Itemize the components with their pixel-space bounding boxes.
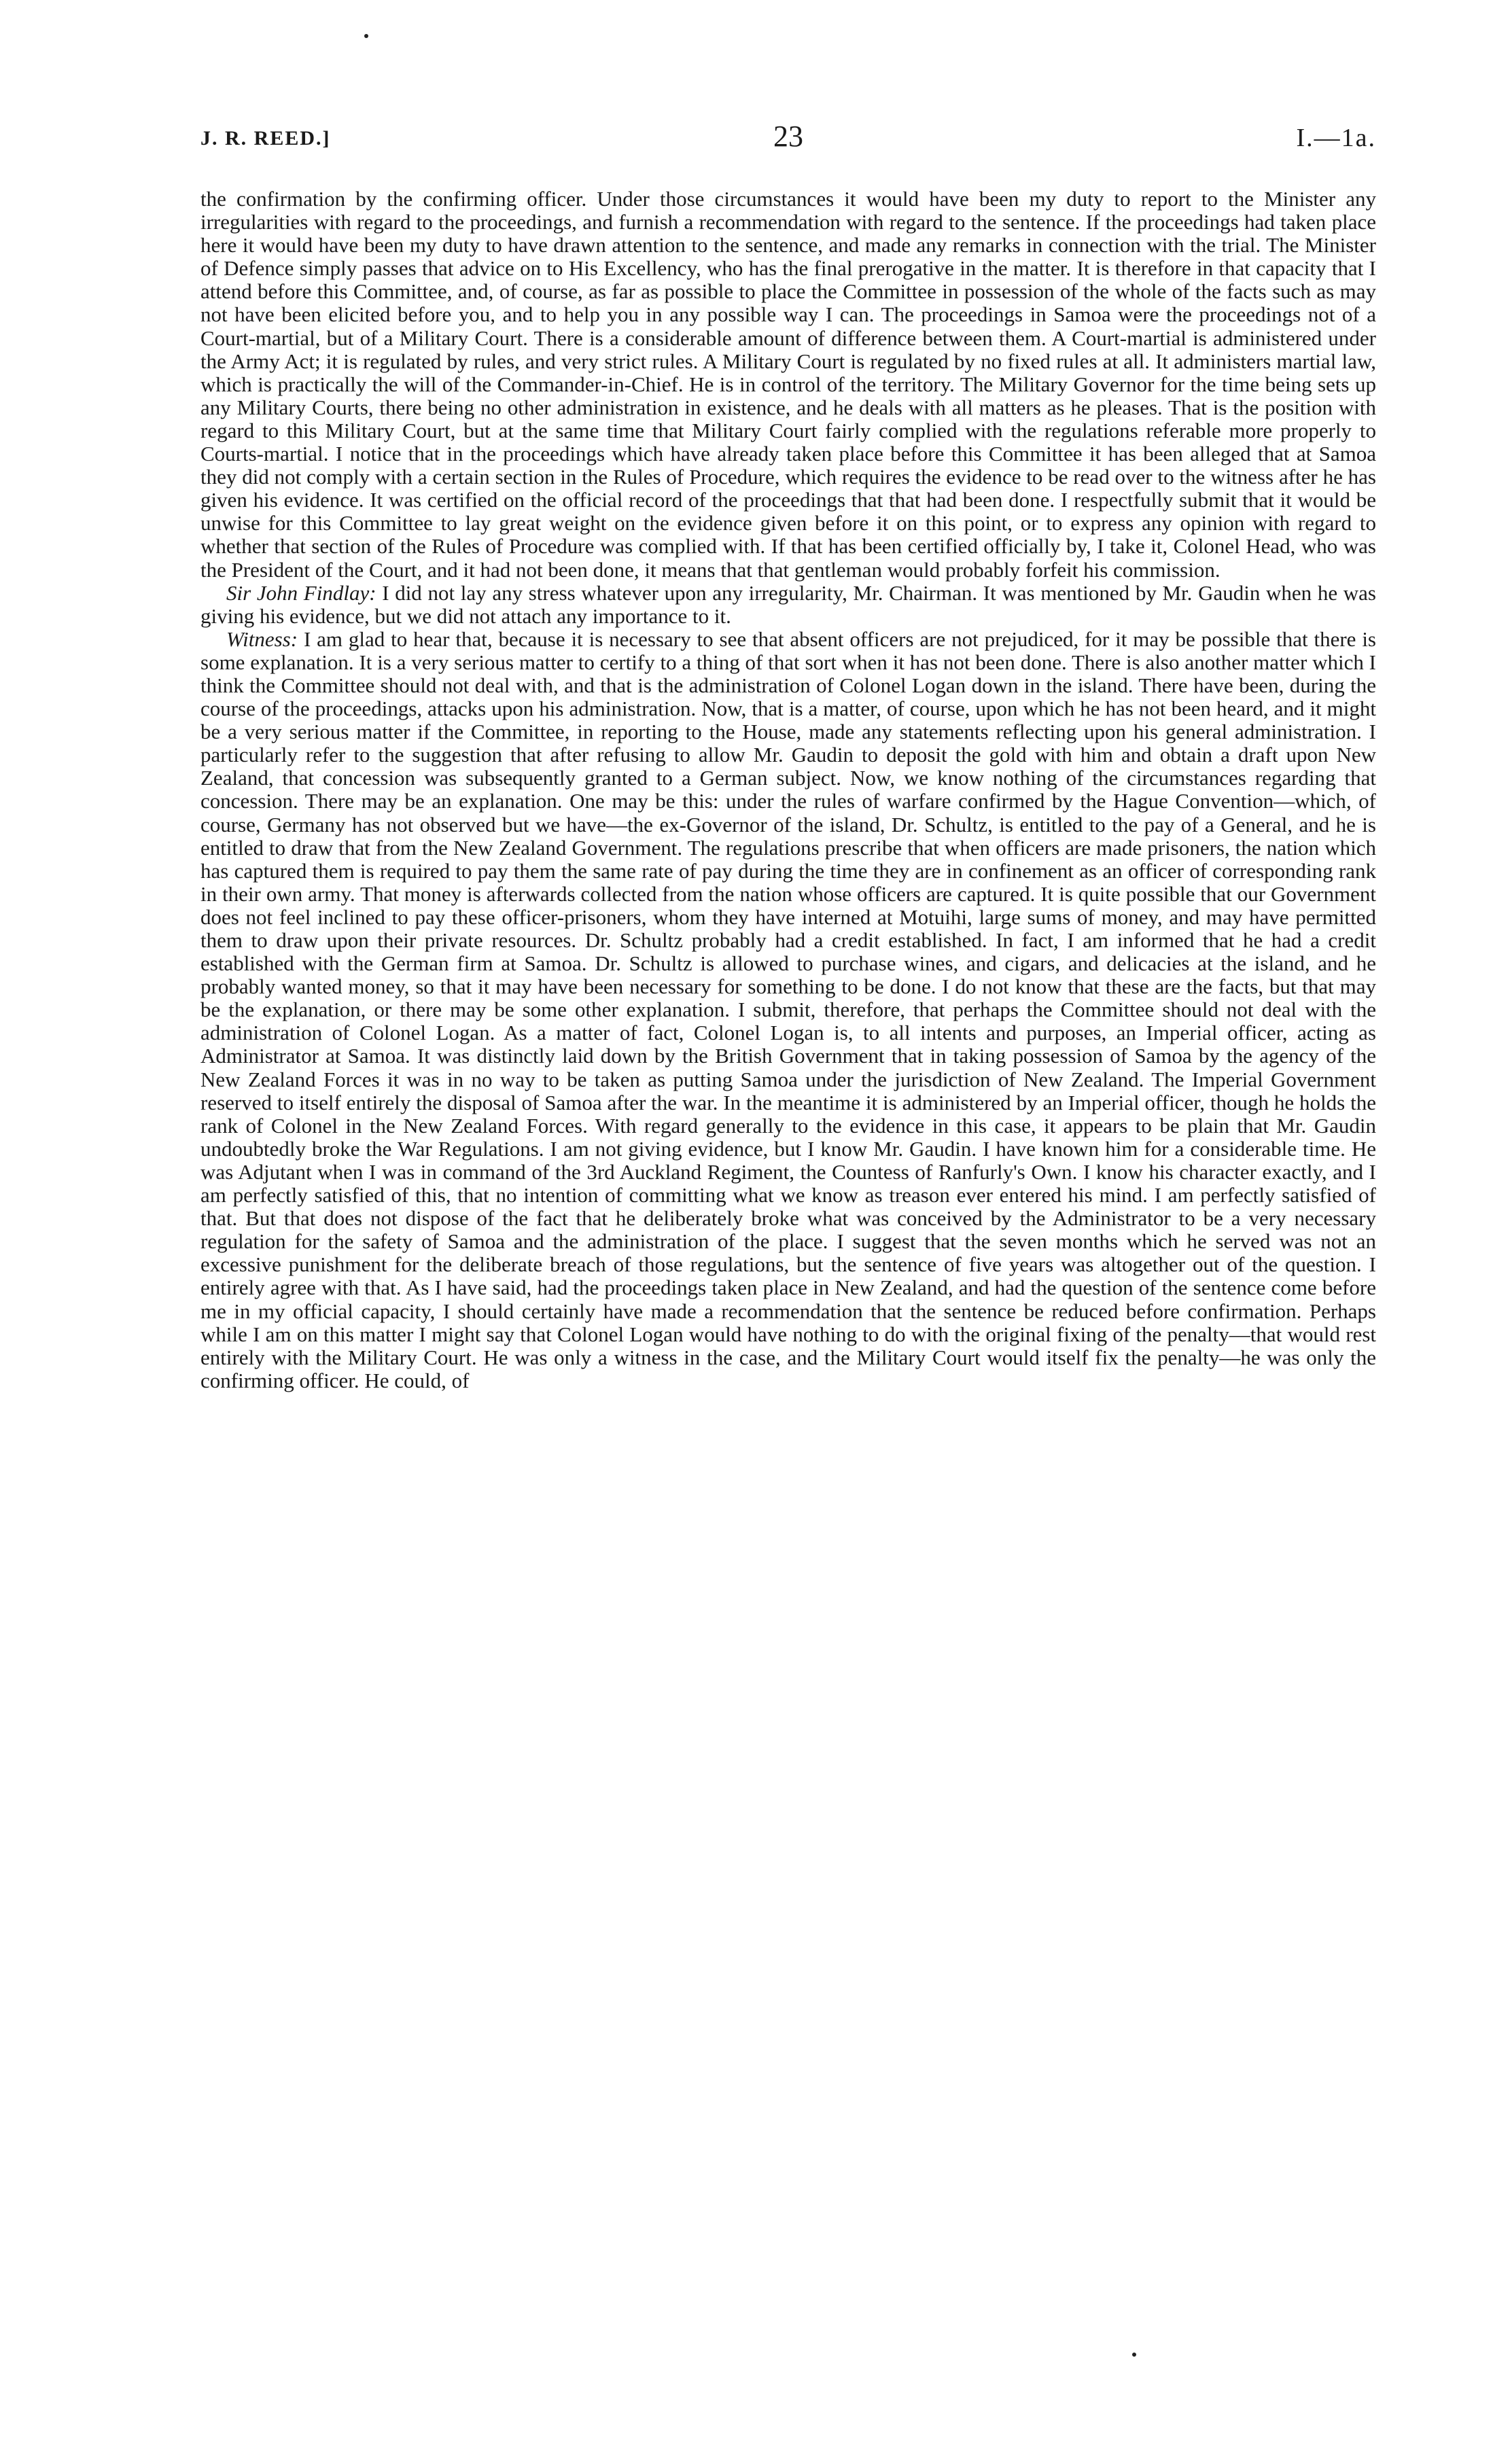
body-text — [200, 188, 1376, 1392]
speaker-name: Sir John Findlay: — [226, 580, 376, 605]
running-head-author: J. R. REED.] — [200, 127, 331, 149]
paragraph-text: the confirmation by the confirming officer. Under those circumstances it would have been my duty to report to the Minister any irregularities with regard to the proceedings, and furnish a recommendation with regard to the sentence. If the proceedings had taken place here it would have been my duty to have drawn attention to the sentence, and made any remarks in connection with the trial. The Minister of Defence simply passes that advice on to His Excellency, who has the final prerogative in the matter. It is therefore in that capacity that I attend before this Committee, and, of course, as far as possible to place the Committee in possession of the whole of the facts such as may not have been elicited before you, and to help you in any possible way I can. The proceedings in Samoa were the proceedings not of a Court-martial, but of a Military Court. There is a considerable amount of difference between them. A Court-martial is administered under the Army Act; it is regulated by rules, and very strict rules. A Military Court is regulated by no fixed rules at all. It administers martial law, which is practically the will of the Commander-in-Chief. He is in control of the territory. The Military Governor for the time being sets up any Military Courts, there being no other administration in existence, and he deals with all matters as he pleases. That is the position with regard to this Military Court, but at the same time that Military Court fairly complied with the regulations referable more properly to Courts-martial. I notice that in the proceedings which have already taken place before this Committee it has been alleged that at Samoa they did not comply with a certain section in the Rules of Procedure, which requires the evidence to be read over to the witness after he has given his evidence. It was certified on the official record of the proceedings that that had been done. I respectfully submit that it would be unwise for this Committee to lay great weight on the evidence given before it on this point, or to express any opinion with regard to whether that section of the Rules of Procedure was complied with. If that has been certified officially by, I take it, Colonel Head, who was the President of the Court, and it had not been done, it means that that gentleman would probably forfeit his commission. — [200, 187, 1376, 582]
page-number: 23 — [773, 120, 803, 153]
speaker-name: Witness: — [226, 627, 298, 651]
paragraph — [200, 628, 1376, 1392]
page-header — [200, 119, 1376, 160]
paragraph-text: I am glad to hear that, because it is necessary to see that absent officers are not prejudiced, for it may be possible that there is some explanation. It is a very serious matter to certify to a thing of that sort when it has not been done. There is also another matter which I think the Committee should not deal with, and that is the administration of Colonel Logan down in the island. There have been, during the course of the proceedings, attacks upon his administration. Now, that is a matter, of course, upon which he has not been heard, and it might be a very serious matter if the Committee, in reporting to the House, made any statements reflecting upon his general administration. I particularly refer to the suggestion that after refusing to allow Mr. Gaudin to deposit the gold with him and obtain a draft upon New Zealand, that concession was subsequently granted to a German subject. Now, we know nothing of the circumstances regarding that concession. There may be an explanation. One may be this: under the rules of warfare confirmed by the Hague Convention—which, of course, Germany has not observed but we have—the ex-Governor of the island, Dr. Schultz, is entitled to the pay of a General, and he is entitled to draw that from the New Zealand Government. The regulations prescribe that when officers are made prisoners, the nation which has captured them is required to pay them the same rate of pay during the time they are in confinement as an officer of corresponding rank in their own army. That money is afterwards collected from the nation whose officers are captured. It is quite possible that our Government does not feel inclined to pay these officer-prisoners, whom they have interned at Motuihi, large sums of money, and may have permitted them to draw upon their private resources. Dr. Schultz probably had a credit established. In fact, I am informed that he had a credit established with the German firm at Samoa. Dr. Schultz is allowed to purchase wines, and cigars, and delicacies at the island, and he probably wanted money, so that it may have been necessary for something to be done. I do not know that these are the facts, but that may be the explanation, or there may be some other explanation. I submit, therefore, that perhaps the Committee should not deal with the administration of Colonel Logan. As a matter of fact, Colonel Logan is, to all intents and purposes, an Imperial officer, acting as Administrator at Samoa. It was distinctly laid down by the British Government that in taking possession of Samoa by the agency of the New Zealand Forces it was in no way to be taken as putting Samoa under the jurisdiction of New Zealand. The Imperial Government reserved to itself entirely the disposal of Samoa after the war. In the meantime it is administered by an Imperial officer, though he holds the rank of Colonel in the New Zealand Forces. With regard generally to the evidence in this case, it appears to be plain that Mr. Gaudin undoubtedly broke the War Regulations. I am not giving evidence, but I know Mr. Gaudin. I have known him for a considerable time. He was Adjutant when I was in command of the 3rd Auckland Regiment, the Countess of Ranfurly's Own. I know his character exactly, and I am perfectly satisfied of this, that no intention of committing what we know as treason ever entered his mind. I am perfectly satisfied of that. But that does not dispose of the fact that he deliberately broke what was conceived by the Administrator to be a very necessary regulation for the safety of Samoa and the administration of the place. I suggest that the seven months which he served was not an excessive punishment for the deliberate breach of those regulations, but the sentence of five years was altogether out of the question. I entirely agree with that. As I have said, had the proceedings taken place in New Zealand, and had the question of the sentence come before me in my official capacity, I should certainly have made a recommendation that the sentence be reduced before confirmation. Perhaps while I am on this matter I might say that Colonel Logan would have nothing to do with the original fixing of the penalty—that would rest entirely with the Military Court. He was only a witness in the case, and the Military Court would itself fix the penalty—he was only the confirming officer. He could, of — [200, 627, 1376, 1392]
page-mark-top — [364, 34, 368, 38]
paragraph — [200, 582, 1376, 628]
paragraph-text: I did not lay any stress whatever upon any irregularity, Mr. Chairman. It was mentioned by Mr. Gaudin when he was giving his evidence, but we did not attach any importance to it. — [200, 580, 1376, 628]
paragraph — [200, 188, 1376, 582]
page-mark-bottom — [1132, 2353, 1136, 2357]
paper-reference: I.—1a. — [1296, 124, 1376, 152]
